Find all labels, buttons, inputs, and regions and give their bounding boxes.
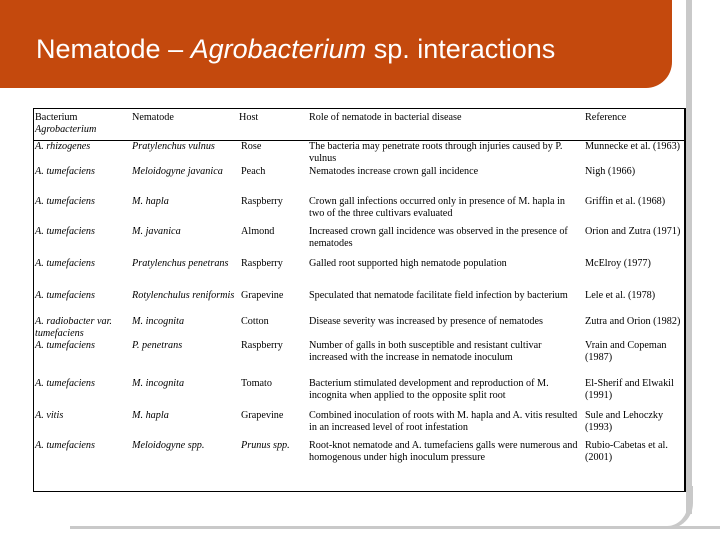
frame-bottom-border bbox=[70, 526, 720, 529]
table-row bbox=[33, 141, 686, 166]
cell-role: The bacteria may penetrate roots through injuries caused by P. vulnus bbox=[309, 141, 563, 164]
cell-role: Speculated that nematode facilitate field infection by bacterium bbox=[309, 289, 568, 301]
cell-nematode: Meloidogyne javanica bbox=[132, 165, 223, 177]
cell-reference: Munnecke et al. (1963) bbox=[585, 141, 681, 152]
cell-role: Disease severity was increased by presence of nematodes bbox=[309, 315, 543, 327]
cell-role: Combined inoculation of roots with M. hapla and A. vitis resulted in an increased level of root infestation bbox=[309, 409, 578, 433]
cell-role: Nematodes increase crown gall incidence bbox=[309, 165, 479, 177]
table-row bbox=[33, 290, 686, 316]
cell-host: Prunus spp. bbox=[241, 439, 290, 451]
table-row bbox=[33, 316, 686, 340]
cell-host: Raspberry bbox=[241, 257, 283, 269]
cell-bacterium: A. tumefaciens bbox=[35, 257, 95, 269]
cell-host: Almond bbox=[241, 225, 275, 237]
cell-nematode: M. incognita bbox=[132, 315, 185, 327]
cell-role: Root-knot nematode and A. tumefaciens galls were numerous and homogenous under high inoculum pressure bbox=[309, 439, 578, 463]
cell-bacterium: A. radiobacter var. tumefaciens bbox=[35, 315, 112, 339]
cell-reference: Zutra and Orion (1982) bbox=[585, 315, 681, 327]
cell-reference: Vrain and Copeman (1987) bbox=[585, 339, 667, 363]
table-right-rule bbox=[684, 108, 685, 492]
cell-role: Galled root supported high nematode population bbox=[309, 257, 507, 269]
frame-right-border bbox=[686, 0, 692, 514]
table-row bbox=[33, 340, 686, 378]
table-row bbox=[33, 226, 686, 258]
table-left-rule bbox=[33, 108, 34, 492]
cell-nematode: Pratylenchus vulnus bbox=[132, 141, 215, 152]
cell-host: Peach bbox=[241, 165, 266, 177]
slide-title-suffix: sp. interactions bbox=[366, 34, 556, 64]
cell-bacterium: A. tumefaciens bbox=[35, 225, 95, 237]
cell-nematode: M. hapla bbox=[132, 195, 169, 207]
cell-bacterium: A. tumefaciens bbox=[35, 165, 95, 177]
cell-host: Tomato bbox=[241, 377, 272, 389]
cell-bacterium: A. tumefaciens bbox=[35, 195, 95, 207]
cell-bacterium: A. tumefaciens bbox=[35, 377, 95, 389]
cell-reference: Rubio-Cabetas et al. (2001) bbox=[585, 439, 668, 463]
cell-role: Number of galls in both susceptible and resistant cultivar increased with the increase in nematode inoculum bbox=[309, 339, 542, 363]
slide-title-prefix: Nematode – bbox=[36, 34, 191, 64]
cell-reference: Lele et al. (1978) bbox=[585, 289, 656, 301]
cell-bacterium: A. rhizogenes bbox=[35, 141, 91, 152]
cell-bacterium: A. tumefaciens bbox=[35, 339, 95, 351]
header-host: Host bbox=[237, 108, 307, 141]
cell-nematode: Rotylenchulus reniformis bbox=[132, 289, 235, 301]
cell-reference: McElroy (1977) bbox=[585, 257, 651, 269]
cell-role: Increased crown gall incidence was observed in the presence of nematodes bbox=[309, 225, 568, 249]
cell-host: Grapevine bbox=[241, 409, 284, 421]
cell-role: Bacterium stimulated development and reproduction of M. incognita when applied to the opposite split root bbox=[309, 377, 549, 401]
cell-role: Crown gall infections occurred only in presence of M. hapla in two of the three cultivars evaluated bbox=[309, 195, 566, 219]
cell-reference: Orion and Zutra (1971) bbox=[585, 225, 681, 237]
header-role: Role of nematode in bacterial disease bbox=[307, 108, 583, 141]
interactions-table bbox=[33, 108, 686, 484]
table-row bbox=[33, 258, 686, 290]
cell-reference: Sule and Lehoczky (1993) bbox=[585, 409, 664, 433]
cell-reference: Griffin et al. (1968) bbox=[585, 195, 666, 207]
header-bacterium bbox=[33, 108, 130, 141]
cell-host: Rose bbox=[241, 141, 262, 152]
cell-host: Cotton bbox=[241, 315, 269, 327]
cell-reference: Nigh (1966) bbox=[585, 165, 636, 177]
cell-nematode: Meloidogyne spp. bbox=[132, 439, 205, 451]
slide-title-italic: Agrobacterium bbox=[190, 34, 367, 64]
table-row bbox=[33, 166, 686, 196]
cell-nematode: Pratylenchus penetrans bbox=[132, 257, 229, 269]
header-nematode: Nematode bbox=[130, 108, 237, 141]
header-reference: Reference bbox=[583, 108, 686, 141]
header-bacterium-genus: Agrobacterium bbox=[35, 124, 97, 135]
cell-host: Grapevine bbox=[241, 289, 284, 301]
table-row bbox=[33, 196, 686, 226]
cell-reference: El-Sherif and Elwakil (1991) bbox=[585, 377, 674, 401]
table-row bbox=[33, 440, 686, 484]
cell-host: Raspberry bbox=[241, 195, 283, 207]
cell-bacterium: A. vitis bbox=[35, 409, 64, 421]
cell-nematode: M. javanica bbox=[132, 225, 181, 237]
header-bacterium-label: Bacterium bbox=[35, 112, 78, 123]
cell-bacterium: A. tumefaciens bbox=[35, 289, 95, 301]
title-banner bbox=[0, 0, 672, 88]
table-row bbox=[33, 410, 686, 440]
cell-nematode: P. penetrans bbox=[132, 339, 183, 351]
table-row bbox=[33, 378, 686, 410]
cell-nematode: M. hapla bbox=[132, 409, 169, 421]
frame-corner bbox=[660, 486, 693, 529]
table-header-row bbox=[33, 108, 686, 141]
table-body bbox=[33, 141, 686, 484]
cell-host: Raspberry bbox=[241, 339, 283, 351]
slide-title bbox=[36, 34, 555, 65]
cell-bacterium: A. tumefaciens bbox=[35, 439, 95, 451]
cell-nematode: M. incognita bbox=[132, 377, 185, 389]
